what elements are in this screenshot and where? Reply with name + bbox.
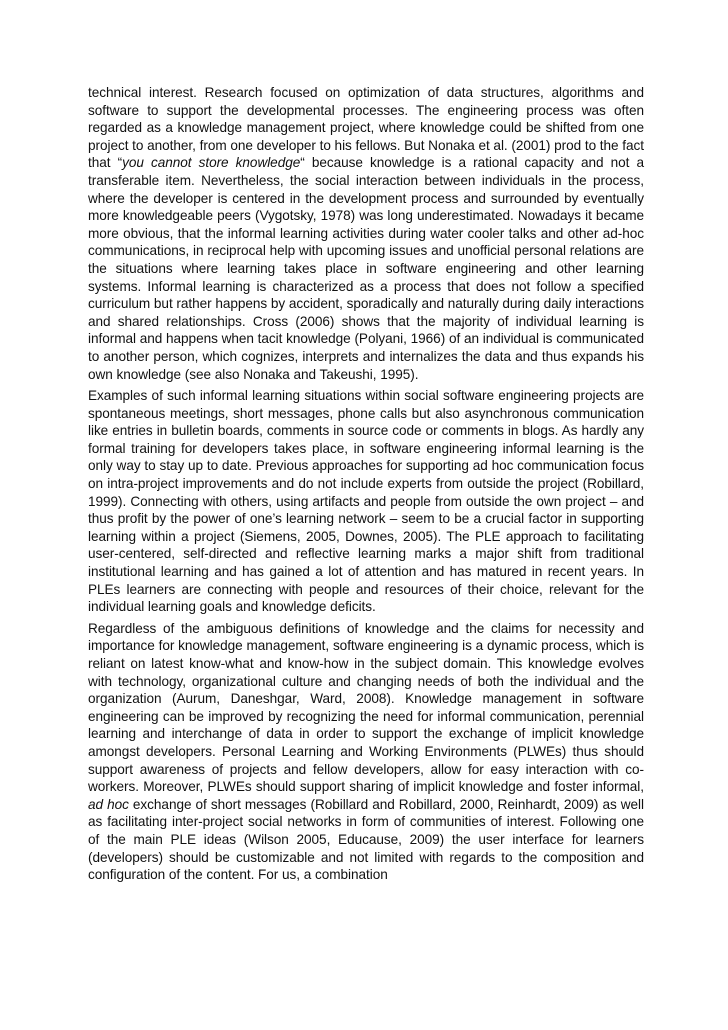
paragraph-1-italic-quote: you cannot store knowledge — [122, 155, 301, 171]
paragraph-3-text-2: exchange of short messages (Robillard and Robillard, 2000, Reinhardt, 2009) as well as facilitating inter-project social networks in form of communities of interest. Following one of the main PLE ideas (Wilson 2005, Educause, 2009) the user interface for learners (developers) should be customizable and not limited with regards to the composition and configuration of the content. For us, a combination — [88, 796, 644, 883]
paragraph-3-italic-ad-hoc: ad hoc — [88, 796, 129, 812]
paragraph-3-text-1: Regardless of the ambiguous definitions of knowledge and the claims for necessity and importance for knowledge management, software engineering is a dynamic process, which is reliant on latest know-what and know-how in the subject domain. This knowledge evolves with technology, organizational culture and changing needs of both the individual and the organization (Aurum, Daneshgar, Ward, 2008). Knowledge management in software engineering can be improved by recognizing the need for informal communication, perennial learning and interchange of data in order to support the exchange of implicit knowledge amongst developers. Personal Learning and Working Environments (PLWEs) thus should support awareness of projects and fellow developers, allow for easy interaction with co-workers. Moreover, PLWEs should support sharing of implicit knowledge and foster informal, — [88, 620, 644, 795]
paragraph-1-text-1: technical interest. Research focused on optimization of data structures, algorithms and software to support the developmental processes. The engineering process was often regarded as a knowledge management project, where knowledge could be shifted from one project to another, from one developer to his fellows. But Nonaka et al. (2001) prod to the fact that “ — [88, 85, 644, 171]
paragraph-3 — [88, 620, 644, 884]
document-page — [88, 84, 644, 888]
paragraph-1-text-2: “ because knowledge is a rational capacity and not a transferable item. Nevertheless, the social interaction between individuals in the process, where the developer is centered in the development process and surrounded by eventually more knowledgeable peers (Vygotsky, 1978) was long underestimated. Nowadays it became more obvious, that the informal learning activities during water cooler talks and other ad-hoc communications, in reciprocal help with upcoming issues and unofficial personal relations are the situations where learning takes place in software engineering and other learning systems. Informal learning is characterized as a process that does not follow a specified curriculum but rather happens by accident, sporadically and naturally during daily interactions and shared relationships. Cross (2006) shows that the majority of individual learning is informal and happens when tacit knowledge (Polyani, 1966) of an individual is communicated to another person, which cognizes, interprets and internalizes the data and thus expands his own knowledge (see also Nonaka and Takeushi, 1995). — [88, 155, 645, 382]
paragraph-2-text: Examples of such informal learning situations within social software engineering projects are spontaneous meetings, short messages, phone calls but also asynchronous communication like entries in bulletin boards, comments in source code or comments in blogs. As hardly any formal training for developers takes place, in software engineering informal learning is the only way to stay up to date. Previous approaches for supporting ad hoc communication focus on intra-project improvements and do not include experts from outside the project (Robillard, 1999). Connecting with others, using artifacts and people from outside the own project – and thus profit by the power of one’s learning network – seem to be a crucial factor in supporting learning within a project (Siemens, 2005, Downes, 2005). The PLE approach to facilitating user-centered, self-directed and reflective learning marks a major shift from traditional institutional learning and has gained a lot of attention and has matured in recent years. In PLEs learners are connecting with people and resources of their choice, relevant for the individual learning goals and knowledge deficits. — [88, 388, 644, 615]
paragraph-2 — [88, 387, 644, 616]
paragraph-1 — [88, 84, 644, 383]
